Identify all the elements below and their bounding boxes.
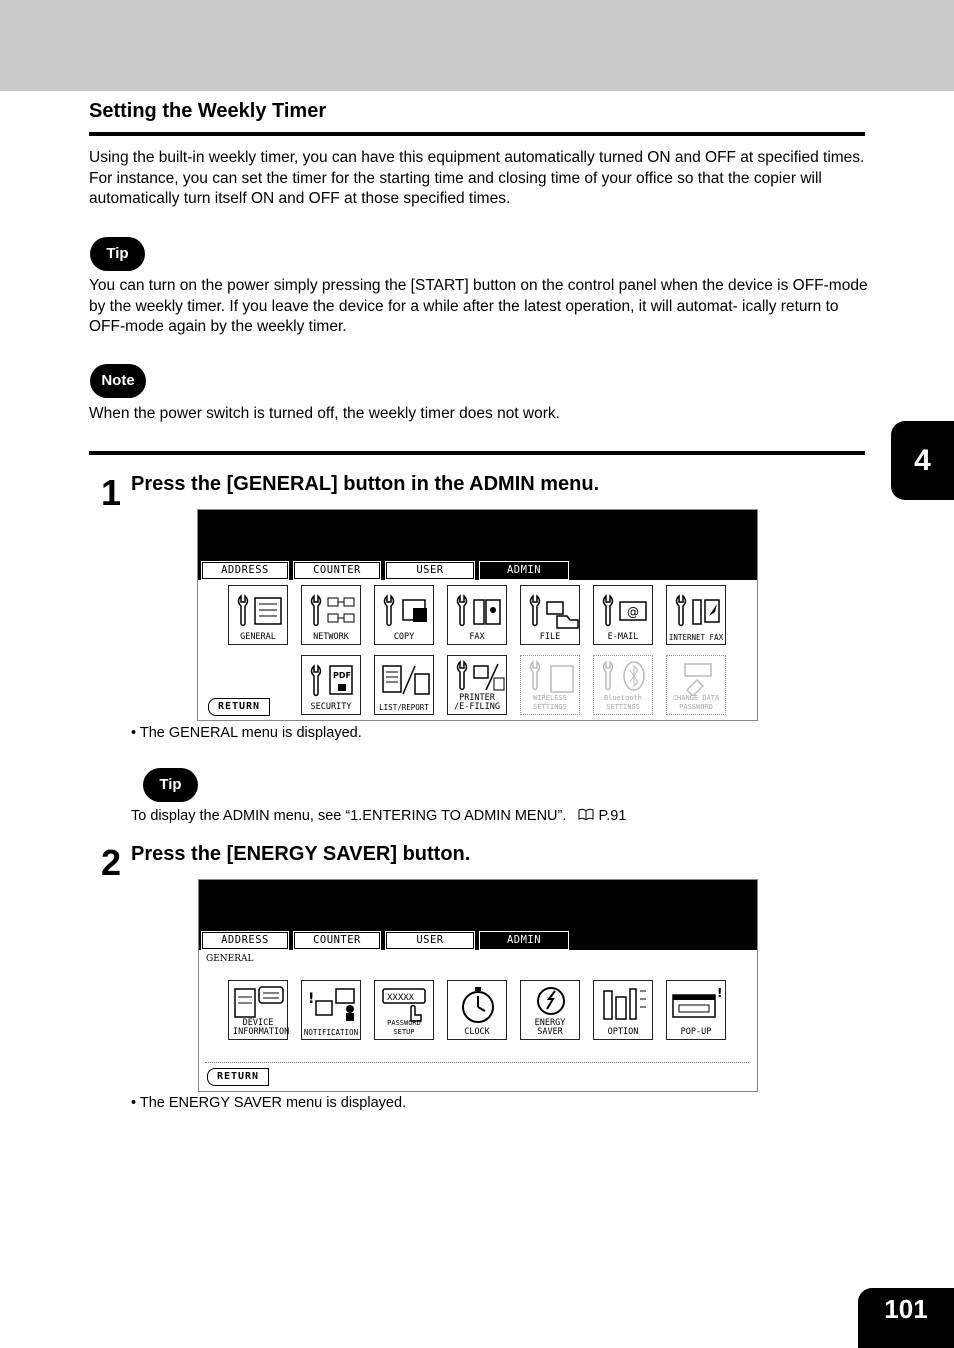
wrench-copy-icon xyxy=(375,586,435,634)
pop-up-button[interactable] xyxy=(666,980,726,1040)
screen-divider xyxy=(205,1062,749,1063)
tip-paragraph: You can turn on the power simply pressing the [START] button on the control panel when the device is OFF-mode by the weekly timer. If you leave the device for a while after the latest operation, it will automat- ically return to OFF-mode again by the weekly timer. xyxy=(89,277,868,335)
icon-label: COPY xyxy=(393,632,415,642)
admin-menu-screen xyxy=(197,509,758,721)
option-button[interactable] xyxy=(593,980,653,1040)
icon-label: CHANGE DATA PASSWORD xyxy=(672,694,720,711)
password-setup-button[interactable] xyxy=(374,980,434,1040)
step-2-result: • The ENERGY SAVER menu is displayed. xyxy=(131,1095,407,1111)
tab-address[interactable]: ADDRESS xyxy=(202,932,288,949)
tab-address[interactable]: ADDRESS xyxy=(202,562,288,579)
icon-label: Bluetooth SETTINGS xyxy=(604,694,642,711)
wrench-file-icon xyxy=(521,586,581,634)
icon-label: CLOCK xyxy=(464,1027,490,1037)
general-button[interactable] xyxy=(228,585,288,645)
tip-2-body: To display the ADMIN menu, see “1.ENTERING TO ADMIN MENU”. xyxy=(131,808,567,824)
list-report-icon xyxy=(375,656,435,704)
chapter-tab: 4 xyxy=(891,421,954,500)
tip-badge-2: Tip xyxy=(143,768,198,802)
icon-label: E-MAIL xyxy=(607,632,639,642)
general-menu-screen xyxy=(198,879,758,1092)
icon-label: ENERGY SAVER xyxy=(534,1018,566,1037)
change-password-icon xyxy=(667,656,727,696)
clock-button[interactable] xyxy=(447,980,507,1040)
wrench-wireless-icon xyxy=(521,656,581,696)
icon-label: PASSWORD SETUP xyxy=(387,1019,421,1036)
network-button[interactable] xyxy=(301,585,361,645)
pop-up-icon xyxy=(667,981,727,1025)
header-band xyxy=(0,0,954,91)
step-1-result: • The GENERAL menu is displayed. xyxy=(131,725,362,741)
intro-paragraph: Using the built-in weekly timer, you can have this equipment automatically turned ON and OFF at specified times. For instance, you can set the timer for the starting time and closing time of your office so that the copier will automatically turn itself ON and OFF at those specified times. xyxy=(89,149,865,207)
copy-button[interactable] xyxy=(374,585,434,645)
notification-button[interactable] xyxy=(301,980,361,1040)
icon-label: OPTION xyxy=(607,1027,639,1037)
fax-button[interactable] xyxy=(447,585,507,645)
section-title: Setting the Weekly Timer xyxy=(89,100,327,122)
icon-label: POP-UP xyxy=(680,1027,712,1037)
wrench-pdf-lock-icon xyxy=(302,656,362,704)
tab-user[interactable]: USER xyxy=(386,562,474,579)
e-mail-button[interactable] xyxy=(593,585,653,645)
printer-e-filing-button[interactable] xyxy=(447,655,507,715)
icon-label: GENERAL xyxy=(240,632,276,642)
book-icon xyxy=(578,808,594,824)
tab-counter[interactable]: COUNTER xyxy=(294,932,380,949)
icon-label: FAX xyxy=(469,632,485,642)
tip-2-text xyxy=(131,808,626,824)
title-rule xyxy=(89,132,865,136)
icon-label: FILE xyxy=(539,632,561,642)
tip-badge: Tip xyxy=(90,237,145,271)
option-icon xyxy=(594,981,654,1025)
device-information-icon xyxy=(229,981,289,1021)
step-2-text: Press the [ENERGY SAVER] button. xyxy=(131,843,471,865)
device-information-button[interactable] xyxy=(228,980,288,1040)
wrench-network-icon xyxy=(302,586,362,634)
step-1-number: 1 xyxy=(101,472,122,513)
return-button[interactable]: RETURN xyxy=(207,1068,269,1086)
icon-label: SECURITY xyxy=(310,702,352,712)
section-rule xyxy=(89,451,865,455)
icon-label: NOTIFICATION xyxy=(303,1028,359,1037)
note-badge: Note xyxy=(90,364,146,398)
wrench-email-icon xyxy=(594,586,654,634)
step-2-number: 2 xyxy=(101,842,122,883)
step-1-text: Press the [GENERAL] button in the ADMIN menu. xyxy=(131,473,600,495)
security-button[interactable] xyxy=(301,655,361,715)
wrench-internet-fax-icon xyxy=(667,586,727,634)
wrench-copier-icon xyxy=(229,586,289,634)
icon-label: PRINTER /E-FILING xyxy=(453,693,501,712)
stopwatch-icon xyxy=(448,981,508,1029)
energy-saver-button[interactable] xyxy=(520,980,580,1040)
note-paragraph: When the power switch is turned off, the weekly timer does not work. xyxy=(89,405,560,422)
svg-text:@: @ xyxy=(627,605,639,619)
icon-label: LIST/REPORT xyxy=(379,703,429,712)
internet-fax-button[interactable] xyxy=(666,585,726,645)
svg-text:!: ! xyxy=(717,986,723,1000)
energy-saver-icon xyxy=(521,981,581,1021)
tab-user[interactable]: USER xyxy=(386,932,474,949)
wireless-settings-button xyxy=(520,655,580,715)
tab-admin[interactable]: ADMIN xyxy=(480,932,568,949)
icon-label: WIRELESS SETTINGS xyxy=(533,694,567,711)
change-data-password-button xyxy=(666,655,726,715)
screen-title: GENERAL xyxy=(206,954,254,964)
bluetooth-settings-button xyxy=(593,655,653,715)
tab-counter[interactable]: COUNTER xyxy=(294,562,380,579)
svg-text:XXXXX: XXXXX xyxy=(387,993,415,1003)
wrench-fax-icon xyxy=(448,586,508,634)
page-number: 101 xyxy=(858,1288,954,1348)
wrench-bluetooth-icon xyxy=(594,656,654,696)
page-reference-link[interactable]: P.91 xyxy=(598,808,627,824)
tab-admin[interactable]: ADMIN xyxy=(480,562,568,579)
icon-label: NETWORK xyxy=(313,632,349,642)
icon-label: DEVICE INFORMATION xyxy=(233,1018,290,1037)
notification-icon xyxy=(302,981,362,1025)
return-button[interactable]: RETURN xyxy=(208,698,270,716)
svg-text:!: ! xyxy=(308,991,315,1007)
icon-label: INTERNET FAX xyxy=(668,633,724,642)
list-report-button[interactable] xyxy=(374,655,434,715)
svg-text:PDF: PDF xyxy=(333,671,351,680)
wrench-printer-icon xyxy=(448,656,508,696)
file-button[interactable] xyxy=(520,585,580,645)
